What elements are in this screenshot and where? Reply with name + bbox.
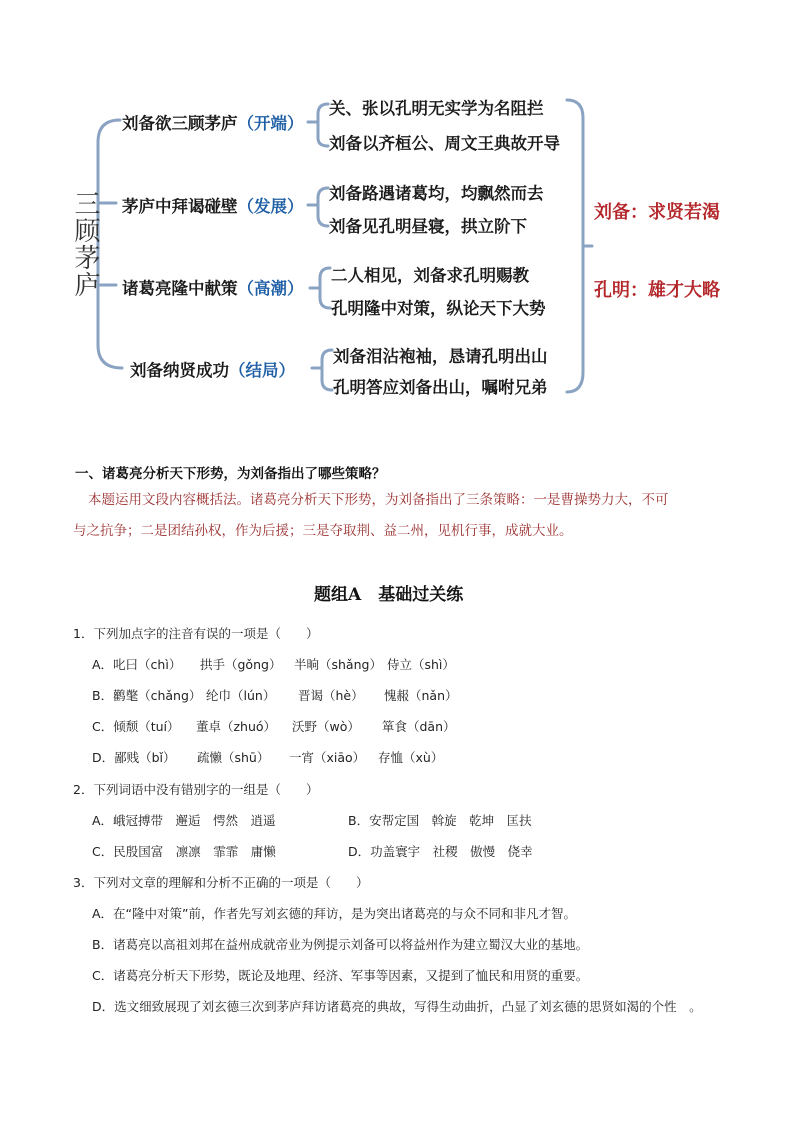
question-3-option-b: B．诸葛亮以高祖刘邦在益州成就帝业为例提示刘备可以将益州作为建立蜀汉大业的基地。 (92, 937, 589, 952)
option-cell: A．叱曰（chì） (92, 657, 182, 672)
question-2-row-1 (92, 811, 532, 829)
branch-label: 诸葛亮隆中献策 (122, 279, 238, 298)
branch4-brace (312, 350, 332, 390)
branch-tag: （发展） (237, 197, 304, 216)
branch-ending (130, 357, 295, 381)
option-cell: C．民殷国富 凛凛 霏霏 庸懒 (92, 844, 276, 859)
question-1-option-a (92, 655, 455, 673)
question-3-option-a: A．在“隆中对策”前，作者先写刘玄德的拜访，是为突出诸葛亮的与众不同和非凡才智。 (92, 906, 577, 921)
detail: 刘备以齐桓公、周文王典故开导 (329, 134, 560, 153)
option-cell: 箪食（dān） (382, 719, 456, 734)
branch-development (122, 193, 304, 217)
analysis-answer-line1: 本题运用文段内容概括法。诸葛亮分析天下形势，为刘备指出了三条策略：一是曹操势力大，不可 (88, 492, 669, 508)
detail: 刘备路遇诸葛均，均飘然而去 (329, 184, 544, 203)
option-cell: D．鄙贱（bǐ） (92, 750, 176, 765)
question-2-row-2 (92, 842, 533, 860)
question-2-stem: 2．下列词语中没有错别字的一组是（ ） (73, 782, 319, 797)
analysis-question: 一、诸葛亮分析天下形势，为刘备指出了哪些策略？ (75, 466, 386, 482)
mindmap-root: 三顾茅庐 (70, 190, 100, 298)
branch-tag: （高潮） (237, 279, 304, 298)
conclusion-brace (567, 100, 592, 392)
option-cell: 疏懒（shū） (197, 750, 270, 765)
question-3-option-d: D．选文细致展现了刘玄德三次到茅庐拜访诸葛亮的典故，写得生动曲折，凸显了刘玄德的思贤如渴的个性 。 (92, 999, 702, 1014)
option-cell: A．峨冠搏带 邂逅 愕然 逍遥 (92, 813, 276, 828)
question-3-stem: 3．下列对文章的理解和分析不正确的一项是（ ） (73, 875, 369, 890)
branch1-brace (308, 104, 328, 146)
branch-label: 茅庐中拜谒碰壁 (122, 197, 238, 216)
option-cell: 一宵（xiāo） (289, 750, 366, 765)
branch-tag: （结局） (229, 361, 295, 380)
option-cell: 晋谒（hè） (298, 688, 364, 703)
option-cell: C．倾颓（tuí） (92, 719, 180, 734)
question-1-stem: 1．下列加点字的注音有误的一项是（ ） (73, 626, 319, 641)
option-cell: B．安帮定国 斡旋 乾坤 匡扶 (348, 813, 532, 828)
option-cell: 董卓（zhuó） (196, 719, 277, 734)
option-cell: 沃野（wò） (292, 719, 360, 734)
branch-climax (122, 275, 304, 299)
detail: 二人相见，刘备求孔明赐教 (331, 266, 529, 285)
question-1-option-b (92, 686, 458, 704)
branch2-brace (308, 188, 328, 226)
branch-label: 刘备纳贤成功 (130, 361, 229, 380)
option-cell: D．功盖寰宇 社稷 傲慢 侥幸 (348, 844, 533, 859)
question-3-option-c: C．诸葛亮分析天下形势，既论及地理、经济、军事等因素，又提到了恤民和用贤的重要。 (92, 968, 589, 983)
analysis-answer-line2: 与之抗争；二是团结孙权，作为后援；三是夺取荆、益二州，见机行事，成就大业。 (73, 523, 573, 539)
branch3-brace (310, 268, 330, 308)
detail: 孔明隆中对策，纵论天下大势 (331, 299, 546, 318)
detail: 孔明答应刘备出山，嘱咐兄弟 (333, 378, 548, 397)
option-cell: 半晌（shǎng） (294, 657, 382, 672)
root-brace (98, 120, 122, 368)
option-cell: 侍立（shì） (387, 657, 455, 672)
detail: 刘备见孔明昼寝，拱立阶下 (329, 217, 527, 236)
conclusion-kongming: 孔明：雄才大略 (594, 280, 720, 301)
option-cell: 拱手（gǒng） (200, 657, 282, 672)
option-cell: B．鹳氅（chǎng） (92, 688, 202, 703)
question-1-option-c (92, 717, 456, 735)
option-cell: 纶巾（lún） (206, 688, 276, 703)
conclusion-liubei: 刘备：求贤若渴 (594, 202, 720, 223)
section-title: 题组A 基础过关练 (314, 585, 464, 605)
option-cell: 愧赧（nǎn） (384, 688, 458, 703)
branch-opening (122, 110, 304, 134)
branch-label: 刘备欲三顾茅庐 (122, 114, 238, 133)
question-1-option-d (92, 748, 443, 766)
detail: 刘备泪沾袍袖，恳请孔明出山 (333, 347, 548, 366)
detail: 关、张以孔明无实学为名阻拦 (329, 99, 544, 118)
branch-tag: （开端） (237, 114, 304, 133)
option-cell: 存恤（xù） (378, 750, 444, 765)
